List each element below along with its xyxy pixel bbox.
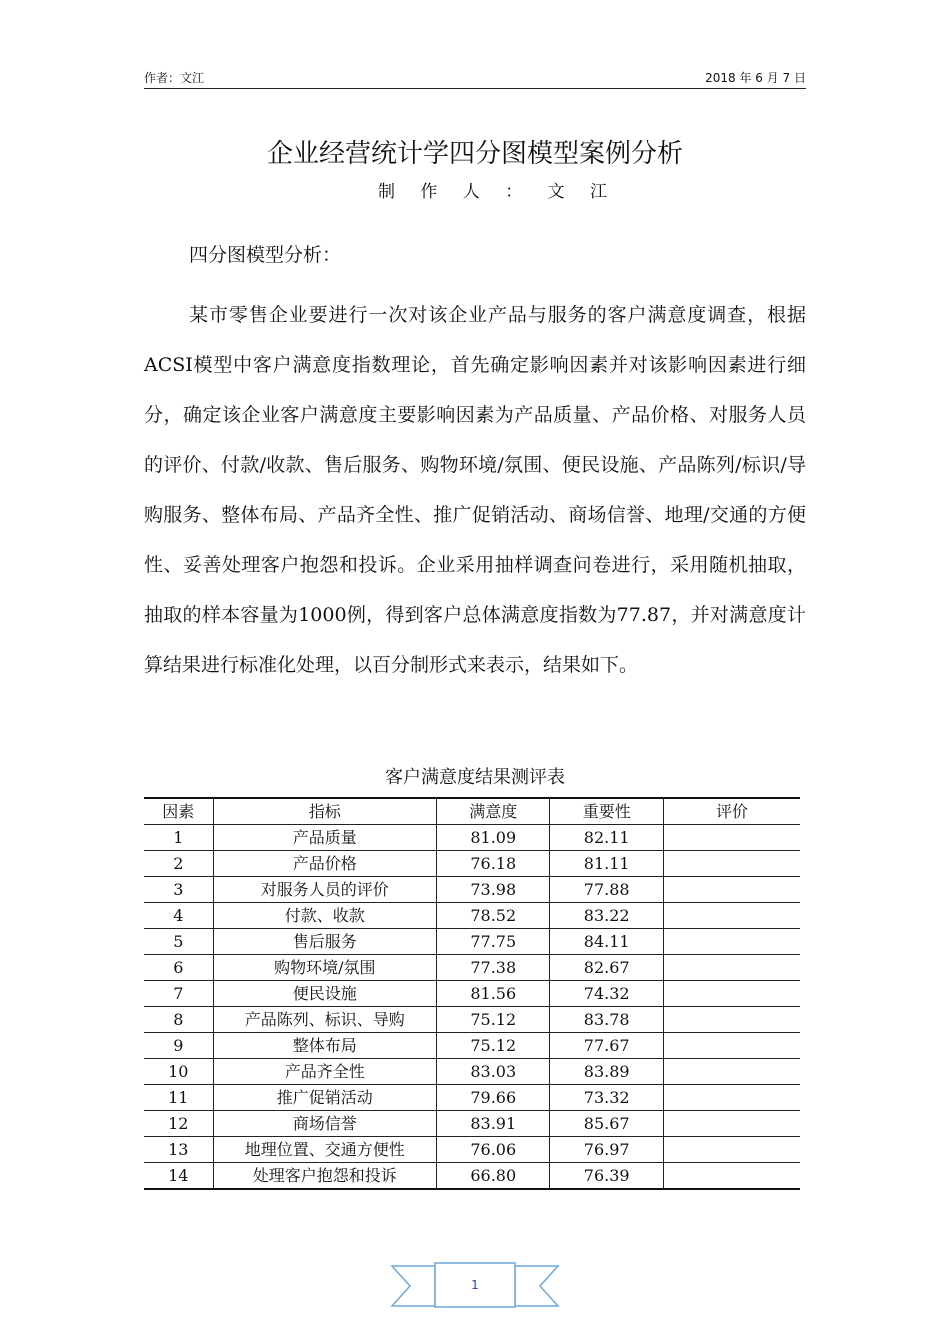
indicator-cell: 产品陈列、标识、导购 (213, 1007, 436, 1033)
satisfaction-cell: 78.52 (437, 903, 550, 929)
factor-cell: 4 (144, 903, 213, 929)
evaluation-cell (663, 877, 800, 903)
indicator-cell: 便民设施 (213, 981, 436, 1007)
factor-cell: 8 (144, 1007, 213, 1033)
table-row (144, 1059, 800, 1085)
factor-cell: 12 (144, 1111, 213, 1137)
importance-cell: 82.11 (550, 825, 663, 851)
satisfaction-cell: 66.80 (437, 1163, 550, 1190)
factor-cell: 14 (144, 1163, 213, 1190)
factor-cell: 7 (144, 981, 213, 1007)
indicator-cell: 产品齐全性 (213, 1059, 436, 1085)
table-row (144, 955, 800, 981)
evaluation-cell (663, 1137, 800, 1163)
satisfaction-cell: 75.12 (437, 1007, 550, 1033)
factor-cell: 11 (144, 1085, 213, 1111)
indicator-cell: 对服务人员的评价 (213, 877, 436, 903)
table-row (144, 1163, 800, 1190)
factor-cell: 1 (144, 825, 213, 851)
satisfaction-cell: 75.12 (437, 1033, 550, 1059)
column-header-satisfaction: 满意度 (437, 798, 550, 825)
table-body (144, 825, 800, 1190)
evaluation-cell (663, 981, 800, 1007)
table-row (144, 851, 800, 877)
factor-cell: 2 (144, 851, 213, 877)
page-number: 1 (471, 1278, 479, 1292)
evaluation-cell (663, 1007, 800, 1033)
indicator-cell: 处理客户抱怨和投诉 (213, 1163, 436, 1190)
satisfaction-cell: 77.75 (437, 929, 550, 955)
factor-cell: 5 (144, 929, 213, 955)
indicator-cell: 购物环境/氛围 (213, 955, 436, 981)
page-header (144, 64, 806, 89)
table-row (144, 1007, 800, 1033)
importance-cell: 81.11 (550, 851, 663, 877)
factor-cell: 13 (144, 1137, 213, 1163)
importance-cell: 84.11 (550, 929, 663, 955)
evaluation-cell (663, 1085, 800, 1111)
evaluation-cell (663, 1033, 800, 1059)
document-maker: 制 作 人 ： 文 江 (377, 182, 618, 202)
importance-cell: 73.32 (550, 1085, 663, 1111)
satisfaction-cell: 77.38 (437, 955, 550, 981)
indicator-cell: 商场信誉 (213, 1111, 436, 1137)
indicator-cell: 地理位置、交通方便性 (213, 1137, 436, 1163)
table-row (144, 981, 800, 1007)
table-row (144, 1033, 800, 1059)
satisfaction-cell: 81.56 (437, 981, 550, 1007)
factor-cell: 6 (144, 955, 213, 981)
satisfaction-cell: 81.09 (437, 825, 550, 851)
satisfaction-cell: 73.98 (437, 877, 550, 903)
importance-cell: 74.32 (550, 981, 663, 1007)
column-header-factor: 因素 (144, 798, 213, 825)
satisfaction-cell: 76.06 (437, 1137, 550, 1163)
table-row (144, 903, 800, 929)
table-row (144, 877, 800, 903)
importance-cell: 83.78 (550, 1007, 663, 1033)
table-caption: 客户满意度结果测评表 (385, 767, 565, 788)
column-header-indicator: 指标 (213, 798, 436, 825)
evaluation-cell (663, 825, 800, 851)
document-title: 企业经营统计学四分图模型案例分析 (266, 139, 683, 169)
indicator-cell: 产品价格 (213, 851, 436, 877)
table-header-row (144, 798, 800, 825)
satisfaction-cell: 83.03 (437, 1059, 550, 1085)
importance-cell: 77.67 (550, 1033, 663, 1059)
evaluation-cell (663, 929, 800, 955)
column-header-evaluation: 评价 (663, 798, 800, 825)
body-paragraph: 某市零售企业要进行一次对该企业产品与服务的客户满意度调查，根据ACSI模型中客户满意度指数理论，首先确定影响因素并对该影响因素进行细分，确定该企业客户满意度主要影响因素为产品质量、产品价格、对服务人员的评价、付款/收款、售后服务、购物环境/氛围、便民设施、产品陈列/标识/导购服务、整体布局、产品齐全性、推广促销活动、商场信誉、地理/交通的方便性、妥善处理客户抱怨和投诉。企业采用抽样调查问卷进行，采用随机抽取，抽取的样本容量为1000例，得到客户总体满意度指数为77.87，并对满意度计算结果进行标准化处理，以百分制形式来表示，结果如下。 (144, 304, 806, 676)
importance-cell: 76.39 (550, 1163, 663, 1190)
evaluation-cell (663, 955, 800, 981)
evaluation-cell (663, 1059, 800, 1085)
evaluation-cell (663, 851, 800, 877)
importance-cell: 83.22 (550, 903, 663, 929)
indicator-cell: 整体布局 (213, 1033, 436, 1059)
importance-cell: 85.67 (550, 1111, 663, 1137)
satisfaction-cell: 79.66 (437, 1085, 550, 1111)
section-heading: 四分图模型分析： (189, 244, 342, 266)
evaluation-cell (663, 903, 800, 929)
importance-cell: 82.67 (550, 955, 663, 981)
importance-cell: 83.89 (550, 1059, 663, 1085)
column-header-importance: 重要性 (550, 798, 663, 825)
indicator-cell: 推广促销活动 (213, 1085, 436, 1111)
importance-cell: 76.97 (550, 1137, 663, 1163)
indicator-cell: 付款、收款 (213, 903, 436, 929)
table-row (144, 1111, 800, 1137)
factor-cell: 9 (144, 1033, 213, 1059)
importance-cell: 77.88 (550, 877, 663, 903)
table-row (144, 1137, 800, 1163)
indicator-cell: 产品质量 (213, 825, 436, 851)
header-author: 作者：文江 (144, 71, 205, 85)
evaluation-cell (663, 1163, 800, 1190)
satisfaction-cell: 83.91 (437, 1111, 550, 1137)
factor-cell: 3 (144, 877, 213, 903)
table-row (144, 929, 800, 955)
evaluation-cell (663, 1111, 800, 1137)
satisfaction-cell: 76.18 (437, 851, 550, 877)
satisfaction-table (144, 797, 800, 1190)
header-date: 2018 年 6 月 7 日 (705, 71, 806, 85)
factor-cell: 10 (144, 1059, 213, 1085)
table-row (144, 1085, 800, 1111)
indicator-cell: 售后服务 (213, 929, 436, 955)
table-row (144, 825, 800, 851)
